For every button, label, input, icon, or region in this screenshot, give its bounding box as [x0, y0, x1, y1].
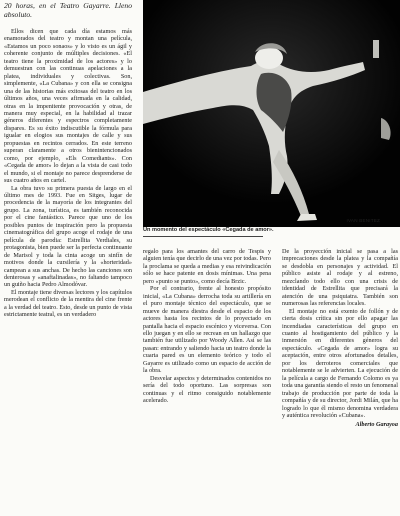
article-column-3: [282, 248, 398, 429]
performance-photo: [143, 0, 400, 227]
paragraph: regalo para los amantes del carro de Tespis y alguien tenía que decirlo de una vez por todas. Pero la proclama se queda a medias y esa reivindicación sólo se hace patente en dosis mínimas. Una pena pero «punto se punto», como decía Brzic.: [143, 248, 271, 285]
paragraph: El montaje no está exento de follón y de cierta dosis crítica sin por ello apagar las incendiadas características del grupo en cuanto al hostigamiento del público y la inmersión en diferentes géneros del espectáculo. «Cegada de amor» logra su aceptación, entre otros afortunados detalles, por los derroteros comerciales que notablemente se le advierten. La ejecución de la película a cargo de Fernando Colomo es ya toda una garantía siendo el resto un fenomenal trabajo de producción por parte de toda la compañía y de su director, Jordi Milán, que ha logrado lo que él mismo denomina verdadera y auténtica revolución «Cubana».: [282, 307, 398, 419]
paragraph: Desvelar aspectos y determinados contenidos no sería del todo oportuno. Las sorpresas son continuas y el ritmo consiguido notablemente acelerado.: [143, 374, 271, 405]
performer-silhouette-image: [143, 0, 400, 227]
photo-caption: Un momento del espectáculo «Cegada de amor».: [143, 227, 274, 233]
paragraph: Por el contrario, frente al honesto propósito inicial, «La Cubana» derrocha toda su artillería en el puro montaje técnico del espectáculo, que se mueve de manera diestra desde el espacio de los actores hasta los recintos de lo proyectado en pantalla hacia el espacio escénico y viceversa. Con ello juegan y en ello se recrean en un hallazgo que también fue utilizado por Woody Allen. Así se las pasan: entrando y saliendo hacia un teatro donde la cuarta pared es un elemento teórico y todo el Gayarre es utilizado como un espacio de acción de la obra.: [143, 285, 271, 375]
paragraph: El montaje tiene diversas lectores y los capítulos merodean el conflicto de la mentira del cine frente a la verdad del teatro. Esto, desde un punto de vista estrictamente teatral, es un verdadero: [4, 288, 132, 319]
article-intro: 20 horas, en el Teatro Gayarre. Lleno absoluto.: [4, 1, 132, 19]
article-column-1: [4, 2, 132, 319]
paragraph: Ellos dicen que cada día estamos más enamorados del teatro y montan una película, «Estamos un poco sonaos» y lo visto es un ágil y coherente conjunto de múltiples decisiones. «El teatro tiene la proximidad de los actores» y lo demuestran con las continuas apelaciones a la platea, individuales y colectivas. Son, simplemente, «La Cubana» y con ella se consigna una de las historias más exitosas del teatro en los últimos años, una veces afirmada en la calidad, otras en la impenitente provocación y otras, de manera muy especial, en la habilidad al trazar géneros diferentes y espectros completamente dispares. Es su éxito indiscutible la fórmula para igualar en elogios sus montajes de calle y sus propuestas en recintos cerrados. En este terreno superan claramente a otros bienintencionados como, por ejemplo, «Els Comediants». Con «Cegada de amor» lo dejan a la vista de casi todo el mundo, si el montaje no parece desprenderse de sus cuatro años en cartel.: [4, 28, 132, 185]
photo-credit: IVAN BENITEZ: [346, 218, 380, 223]
caption-divider: [143, 236, 263, 237]
author-signature: Alberto Garayoa: [355, 421, 398, 429]
paragraph: La obra tuvo su primera puesta de largo en el último mes de 1993. Fue en Sitges, lugar de procedencia de la mayoría de los integrantes del grupo. La zona, turística, es también reconocida por el cine fantástico. Parece que uno de los posibles puntos de inspiración pero la propuesta cinematográfica del grupo acoge el rodaje de una película de parodia: Estrellita Verdiales, su protagonista, bien puede ser la perfecta continuante de Marisol y toda la cinta acoge un sinfín de motivos donde la cursilería y la «horteridad» campean a sus anchas. De hecho las canciones son denterosas y «anaftalinadas», no faltando tampoco un guiño hacia Pedro Almodóvar.: [4, 184, 132, 289]
article-column-2: [143, 248, 271, 405]
paragraph: De la proyección inicial se pasa a las imprecaciones desde la platea y la compañía se desdobla en personajes y actividad. El público asiste al rodaje y al estreno, mezclando todo ello con una crisis de identidad de Estrellita que precisará la atención de una psiquiatra. También son numerosas las referencias locales.: [282, 248, 398, 308]
